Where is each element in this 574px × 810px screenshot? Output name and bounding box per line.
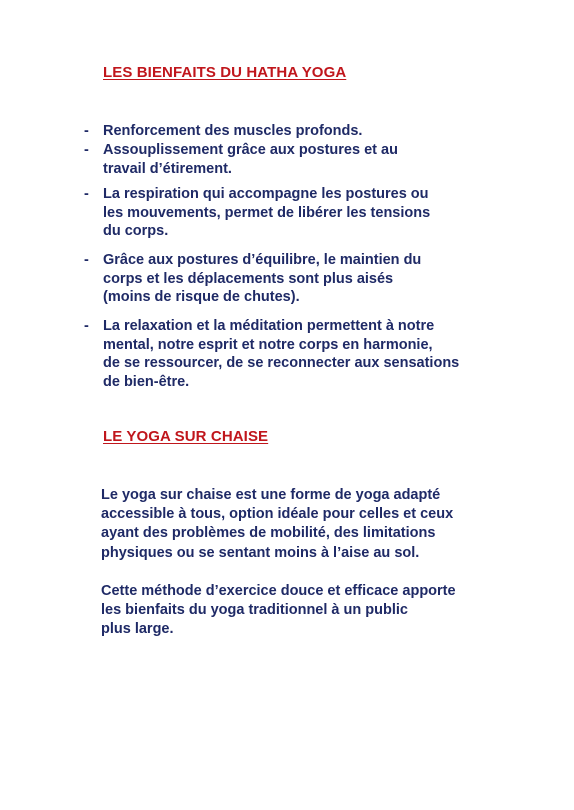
paragraph-line: physiques ou se sentant moins à l’aise au sol. [101,544,420,561]
list-item-text: de bien-être. [103,373,190,390]
list-item-text: La relaxation et la méditation permettent à notre [103,318,435,334]
section-title-hatha-yoga: LES BIENFAITS DU HATHA YOGA [103,64,347,81]
paragraph-line: les bienfaits du yoga traditionnel à un public [101,602,408,619]
section-title-chair-yoga: LE YOGA SUR CHAISE [103,428,269,445]
list-item-text: Grâce aux postures d’équilibre, le maintien du [103,252,422,268]
bullet-dash: - [84,318,89,334]
paragraph-line: plus large. [101,621,174,638]
list-item-text: corps et les déplacements sont plus aisés [103,270,394,287]
bullet-dash: - [84,142,89,158]
list-item-text: travail d’étirement. [103,160,232,177]
list-item-text: Assouplissement grâce aux postures et au [103,142,398,158]
paragraph-line: Le yoga sur chaise est une forme de yoga adapté [101,487,441,503]
bullet-dash: - [84,123,89,139]
list-item-text: de se ressourcer, de se reconnecter aux sensations [103,355,460,372]
paragraph-line: accessible à tous, option idéale pour celles et ceux [101,506,454,523]
list-item-text: (moins de risque de chutes). [103,289,300,306]
paragraph [101,582,456,640]
bullet-dash: - [84,252,89,268]
paragraph-line: ayant des problèmes de mobilité, des limitations [101,525,436,542]
list-item-text: Renforcement des muscles profonds. [103,123,363,139]
list-item-text: du corps. [103,223,169,240]
list-item-text: La respiration qui accompagne les postures ou [103,186,429,202]
paragraph-line: Cette méthode d’exercice douce et efficace apporte [101,583,456,599]
list-item-text: mental, notre esprit et notre corps en harmonie, [103,336,433,353]
bullet-dash: - [84,186,89,202]
list-item-text: les mouvements, permet de libérer les tensions [103,204,431,221]
paragraph [101,486,453,563]
